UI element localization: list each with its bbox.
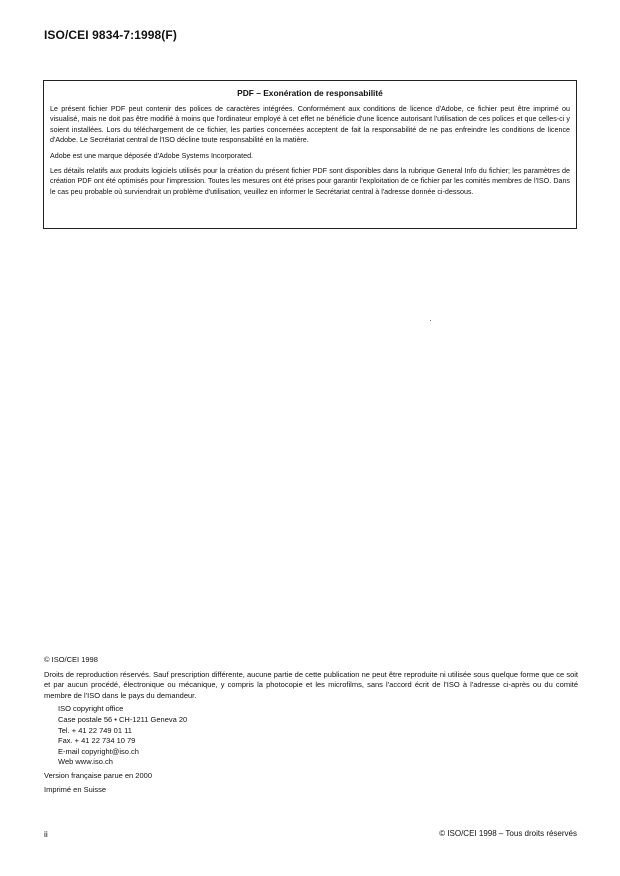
stray-mark [430,320,431,321]
copyright-block [44,655,578,795]
version-line: Version française parue en 2000 [44,770,152,780]
address-office: ISO copyright office [58,704,124,714]
iso-address [44,704,578,768]
disclaimer-paragraph-trademark: Adobe est une marque déposée d'Adobe Systems Incorporated. [50,151,254,160]
document-reference: ISO/CEI 9834-7:1998(F) [44,28,177,42]
copyright-line: © ISO/CEI 1998 [44,655,98,664]
address-web: Web www.iso.ch [58,757,113,767]
address-postal: Case postale 56 • CH-1211 Geneva 20 [58,714,188,724]
pdf-disclaimer-box [43,80,577,229]
address-email: E-mail copyright@iso.ch [58,746,139,756]
address-fax: Fax. + 41 22 734 10 79 [58,736,136,746]
disclaimer-title: PDF – Exonération de responsabilité [237,88,383,98]
printed-line: Imprimé en Suisse [44,784,107,794]
disclaimer-paragraph-details: Les détails relatifs aux produits logiciels utilisés pour la création du présent fichier PDF sont disponibles dans la rubrique General Info du fichier; les paramètres de création PDF ont été optimisés pour l'impression. Toutes les mesures ont été prises pour garantir l'exploitation de ce fichier par les comités membres de l'ISO. Dans le cas peu probable où surviendrait un problème d'utilisation, veuillez en informer le Secrétariat central à l'adresse donnée ci-dessous. [50,167,570,196]
page-number: ii [44,829,48,839]
address-tel: Tel. + 41 22 749 01 11 [58,725,132,735]
disclaimer-paragraph-fonts: Le présent fichier PDF peut contenir des polices de caractères intégrées. Conformément aux conditions de licence d'Adobe, ce fichier peut être imprimé ou visualisé, mais ne doit pas être modifié à moins que l'ordinateur employé à cet effet ne bénéficie d'une licence autorisant l'utilisation de ces polices et que celles-ci y soient installées. Lors du téléchargement de ce fichier, les parties concernées acceptent de fait la responsabilité de ne pas enfreindre les conditions de licence d'Adobe. Le Secrétariat central de l'ISO décline toute responsabilité en la matière. [50,105,570,145]
rights-reserved-text: Droits de reproduction réservés. Sauf prescription différente, aucune partie de cette publication ne peut être reproduite ni utilisée sous quelque forme que ce soit et par aucun procédé, électronique ou mécanique, y compris la photocopie et les microfilms, sans l'accord écrit de l'ISO à l'adresse ci-après ou du comité membre de l'ISO dans le pays du demandeur. [44,669,578,700]
footer-copyright: © ISO/CEI 1998 – Tous droits réservés [439,829,577,838]
